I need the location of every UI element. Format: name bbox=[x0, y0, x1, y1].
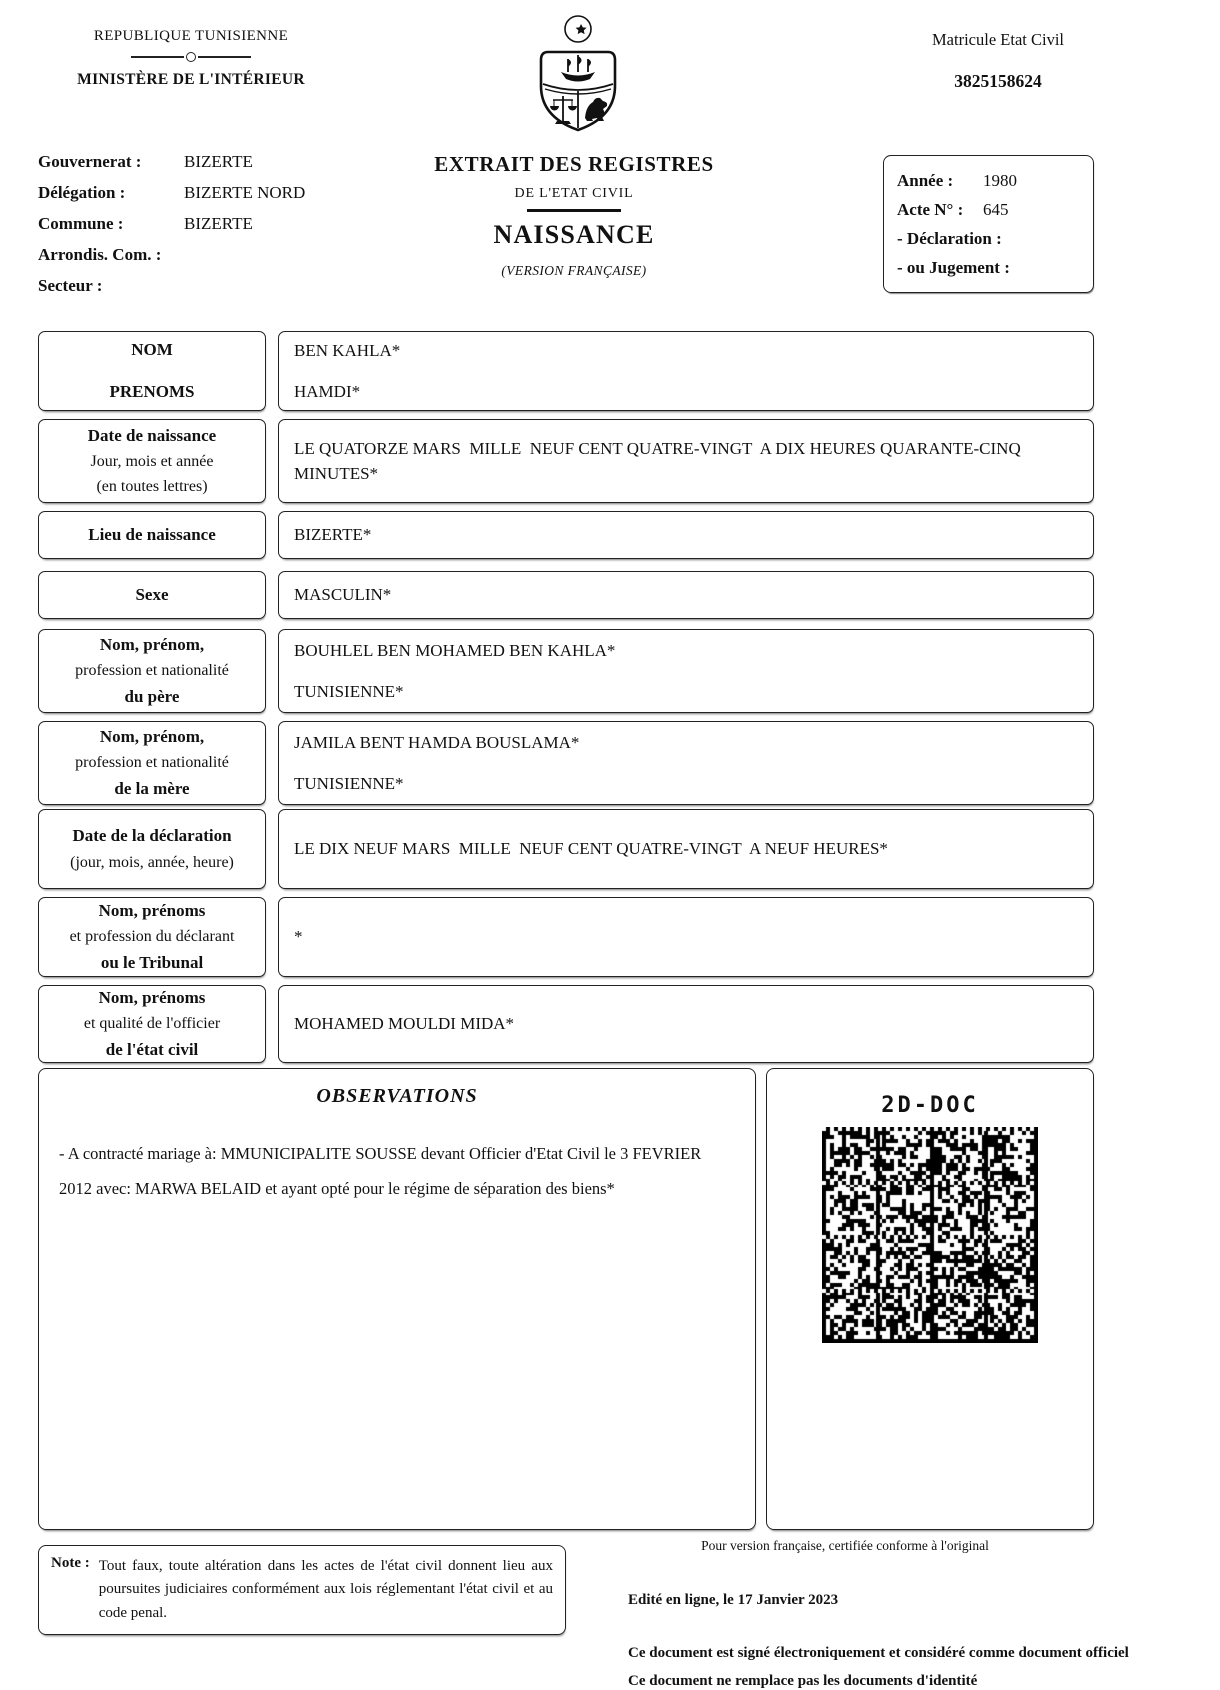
acte-row-declaration bbox=[897, 224, 1080, 253]
field-label-lieu: Lieu de naissance bbox=[38, 511, 266, 559]
region-label: Secteur : bbox=[38, 275, 103, 295]
region-row-secteur bbox=[38, 270, 398, 301]
region-label: Arrondis. Com. : bbox=[38, 244, 162, 264]
field-label-date-declaration: Date de la déclaration (jour, mois, année, heure) bbox=[38, 809, 266, 889]
title-extrait: EXTRAIT DES REGISTRES bbox=[434, 152, 714, 176]
region-value: BIZERTE bbox=[184, 151, 253, 171]
acte-row-numero bbox=[897, 195, 1080, 224]
header-divider bbox=[131, 52, 251, 62]
twodoc-box bbox=[766, 1068, 1094, 1530]
document-title bbox=[378, 152, 770, 279]
acte-value: 645 bbox=[983, 199, 1009, 219]
field-value-declarant: * bbox=[278, 897, 1094, 977]
note-label: Note : bbox=[51, 1555, 90, 1571]
datamatrix-barcode bbox=[822, 1127, 1038, 1343]
acte-row-jugement bbox=[897, 253, 1080, 282]
acte-row-annee bbox=[897, 166, 1080, 195]
field-label-officier: Nom, prénoms et qualité de l'officier de l'état civil bbox=[38, 985, 266, 1063]
observations-title: OBSERVATIONS bbox=[316, 1085, 478, 1107]
region-info bbox=[38, 146, 398, 301]
ministry-title: MINISTÈRE DE L'INTÉRIEUR bbox=[77, 71, 305, 88]
observations-box bbox=[38, 1068, 756, 1530]
matricule-value: 3825158624 bbox=[954, 71, 1042, 91]
annee-label: Année : bbox=[897, 170, 954, 190]
title-etat-civil: DE L'ETAT CIVIL bbox=[514, 186, 634, 201]
region-row-gouvernerat bbox=[38, 146, 398, 177]
field-value-date-naissance: LE QUATORZE MARS MILLE NEUF CENT QUATRE-VINGT A DIX HEURES QUARANTE-CINQ MINUTES* bbox=[278, 419, 1094, 503]
field-label-nom: NOM PRENOMS bbox=[38, 331, 266, 411]
annee-value: 1980 bbox=[983, 170, 1017, 190]
title-version: (VERSION FRANÇAISE) bbox=[501, 262, 647, 278]
acte-label: Acte N° : bbox=[897, 199, 964, 219]
jugement-label: - ou Jugement : bbox=[897, 257, 1010, 277]
region-label: Gouvernerat : bbox=[38, 151, 142, 171]
region-row-delegation bbox=[38, 177, 398, 208]
field-value-sexe: MASCULIN* bbox=[278, 571, 1094, 619]
title-rule bbox=[527, 209, 621, 212]
field-value-nom: BEN KAHLA* HAMDI* bbox=[278, 331, 1094, 411]
twodoc-label: 2D-DOC bbox=[881, 1093, 979, 1118]
field-label-date-naissance: Date de naissance Jour, mois et année (en toutes lettres) bbox=[38, 419, 266, 503]
acte-box bbox=[883, 155, 1094, 293]
field-label-mere: Nom, prénom, profession et nationalité de la mère bbox=[38, 721, 266, 805]
region-value: BIZERTE bbox=[184, 213, 253, 233]
header-left bbox=[52, 28, 330, 89]
field-label-declarant: Nom, prénoms et profession du déclarant ou le Tribunal bbox=[38, 897, 266, 977]
region-label: Délégation : bbox=[38, 182, 126, 202]
note-box bbox=[38, 1545, 566, 1635]
note-text: Tout faux, toute altération dans les actes de l'état civil donnent lieu aux poursuites judiciaires conformément aux lois réglementant l'état civil et au code penal. bbox=[98, 1558, 553, 1621]
observations-text: - A contracté mariage à: MMUNICIPALITE SOUSSE devant Officier d'Etat Civil le 3 FEVRIER 2012 avec: MARWA BELAID et ayant opté pour le régime de séparation des biens* bbox=[59, 1144, 702, 1199]
footer-identity: Ce document ne remplace pas les documents d'identité bbox=[628, 1673, 978, 1689]
field-label-sexe: Sexe bbox=[38, 571, 266, 619]
field-value-lieu: BIZERTE* bbox=[278, 511, 1094, 559]
footer-edited: Edité en ligne, le 17 Janvier 2023 bbox=[628, 1592, 839, 1608]
region-value: BIZERTE NORD bbox=[184, 182, 306, 202]
field-value-mere: JAMILA BENT HAMDA BOUSLAMA* TUNISIENNE* bbox=[278, 721, 1094, 805]
footer-signed: Ce document est signé électroniquement et considéré comme document officiel bbox=[628, 1645, 1129, 1661]
field-value-pere: BOUHLEL BEN MOHAMED BEN KAHLA* TUNISIENNE* bbox=[278, 629, 1094, 713]
field-label-pere: Nom, prénom, profession et nationalité du père bbox=[38, 629, 266, 713]
field-value-officier: MOHAMED MOULDI MIDA* bbox=[278, 985, 1094, 1063]
matricule-label: Matricule Etat Civil bbox=[932, 30, 1064, 49]
title-naissance: NAISSANCE bbox=[493, 219, 655, 249]
footer-certified: Pour version française, certifiée conforme à l'original bbox=[701, 1538, 989, 1553]
field-value-date-declaration: LE DIX NEUF MARS MILLE NEUF CENT QUATRE-VINGT A NEUF HEURES* bbox=[278, 809, 1094, 889]
region-row-commune bbox=[38, 208, 398, 239]
tunisia-coat-of-arms-icon bbox=[528, 14, 628, 137]
region-label: Commune : bbox=[38, 213, 124, 233]
republic-title: REPUBLIQUE TUNISIENNE bbox=[93, 28, 289, 44]
region-row-arrondis bbox=[38, 239, 398, 270]
header-right bbox=[878, 30, 1118, 92]
declaration-label: - Déclaration : bbox=[897, 228, 1002, 248]
